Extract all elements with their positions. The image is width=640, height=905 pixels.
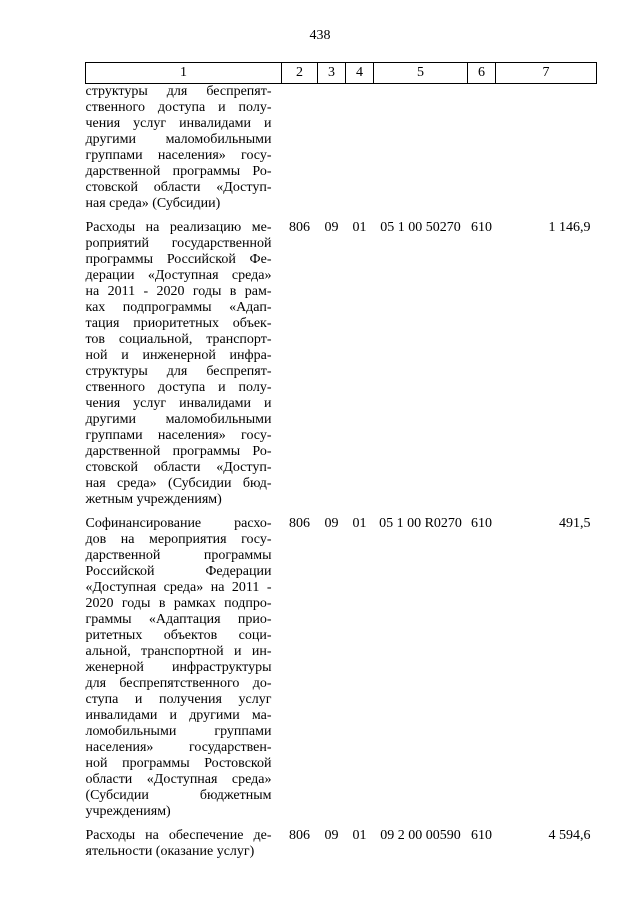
section-code: 09	[324, 516, 339, 531]
description-line: ной программы Ростовской	[85, 756, 272, 771]
description-line: ной и инженерной инфра-	[85, 348, 272, 363]
description-line: Российской Федерации	[85, 564, 272, 579]
description-line: группами населения» госу-	[85, 148, 272, 163]
header-cell: 5	[374, 63, 468, 84]
table-row	[86, 84, 597, 221]
target-article-code: 05 1 00 50270	[380, 220, 461, 235]
description-line: чения услуг инвалидами и	[85, 396, 272, 411]
subsection-code: 01	[352, 220, 367, 235]
ministry-code: 806	[289, 220, 310, 235]
table-row	[86, 220, 597, 516]
row-description	[86, 84, 282, 221]
table-row	[86, 828, 597, 868]
description-line: области «Доступная среда»	[85, 772, 272, 787]
section-code	[318, 84, 346, 221]
expense-type-code: 610	[471, 220, 492, 235]
description-line: жетным учреждениям)	[85, 492, 222, 507]
description-line: 2020 годы в рамках подпро-	[85, 596, 272, 611]
subsection-code: 01	[352, 516, 367, 531]
subsection-code: 01	[352, 828, 367, 843]
description-line: для беспрепятственного до-	[85, 676, 272, 691]
amount: 1 146,9	[548, 220, 591, 235]
description-line: тация приоритетных объек-	[85, 316, 272, 331]
description-line: ятельности (оказание услуг)	[85, 844, 255, 859]
ministry-code: 806	[289, 828, 310, 843]
description-line: альной, транспортной и ин-	[85, 644, 272, 659]
expense-type-code: 610	[471, 516, 492, 531]
description-line: граммы «Адаптация прио-	[85, 612, 272, 627]
description-line: структуры для беспрепят-	[85, 364, 272, 379]
description-line: женерной инфраструктуры	[85, 660, 272, 675]
row-description	[86, 516, 282, 828]
header-cell: 6	[468, 63, 496, 84]
page-number: 438	[309, 28, 331, 43]
description-line: Софинансирование расхо-	[85, 516, 272, 531]
description-line: «Доступная среда» на 2011 -	[85, 580, 272, 595]
description-line: другими маломобильными	[85, 412, 272, 427]
subsection-code	[346, 84, 374, 221]
description-line: дов на мероприятия госу-	[85, 532, 272, 547]
description-line: ственного доступа и полу-	[85, 100, 272, 115]
ministry-code: 806	[289, 516, 310, 531]
expense-type-code: 610	[471, 828, 492, 843]
description-line: Расходы на обеспечение де-	[85, 828, 272, 843]
description-line: роприятий государственной	[85, 236, 272, 251]
table-row	[86, 516, 597, 828]
description-line: дерации «Доступная среда»	[85, 268, 272, 283]
header-cell: 3	[318, 63, 346, 84]
description-line: на 2011 - 2020 годы в рам-	[85, 284, 272, 299]
description-line: населения» государствен-	[85, 740, 272, 755]
description-line: ритетных объектов соци-	[85, 628, 272, 643]
target-article-code: 09 2 00 00590	[380, 828, 461, 843]
description-line: программы Российской Фе-	[85, 252, 272, 267]
row-description	[86, 220, 282, 516]
description-line: инвалидами и другими ма-	[85, 708, 272, 723]
description-line: дарственной программы Ро-	[85, 164, 272, 179]
description-line: структуры для беспрепят-	[85, 84, 272, 99]
header-cell: 4	[346, 63, 374, 84]
description-line: Расходы на реализацию ме-	[85, 220, 272, 235]
description-line: учреждениям)	[85, 804, 171, 819]
description-line: другими маломобильными	[85, 132, 272, 147]
header-cell: 1	[86, 63, 282, 84]
target-article-code: 05 1 00 R0270	[379, 516, 462, 531]
description-line: ная среда» (Субсидии бюд-	[85, 476, 272, 491]
description-line: стовской области «Доступ-	[85, 180, 272, 195]
budget-table	[85, 62, 597, 868]
header-cell: 2	[282, 63, 318, 84]
description-line: дарственной программы Ро-	[85, 444, 272, 459]
description-line: ломобильными группами	[85, 724, 272, 739]
description-line: группами населения» госу-	[85, 428, 272, 443]
target-article-code	[374, 84, 468, 221]
amount: 491,5	[559, 516, 591, 531]
section-code: 09	[324, 220, 339, 235]
description-line: тов социальной, транспорт-	[85, 332, 272, 347]
expense-type-code	[468, 84, 496, 221]
description-line: ступа и получения услуг	[85, 692, 272, 707]
description-line: (Субсидии бюджетным	[85, 788, 272, 803]
table-header-row	[86, 63, 597, 84]
amount: 4 594,6	[548, 828, 591, 843]
ministry-code	[282, 84, 318, 221]
description-line: чения услуг инвалидами и	[85, 116, 272, 131]
description-line: ная среда» (Субсидии)	[85, 196, 221, 211]
amount	[496, 84, 597, 221]
section-code: 09	[324, 828, 339, 843]
description-line: стовской области «Доступ-	[85, 460, 272, 475]
description-line: дарственной программы	[85, 548, 272, 563]
header-cell: 7	[496, 63, 597, 84]
description-line: ках подпрограммы «Адап-	[85, 300, 272, 315]
row-description	[86, 828, 282, 868]
description-line: ственного доступа и полу-	[85, 380, 272, 395]
